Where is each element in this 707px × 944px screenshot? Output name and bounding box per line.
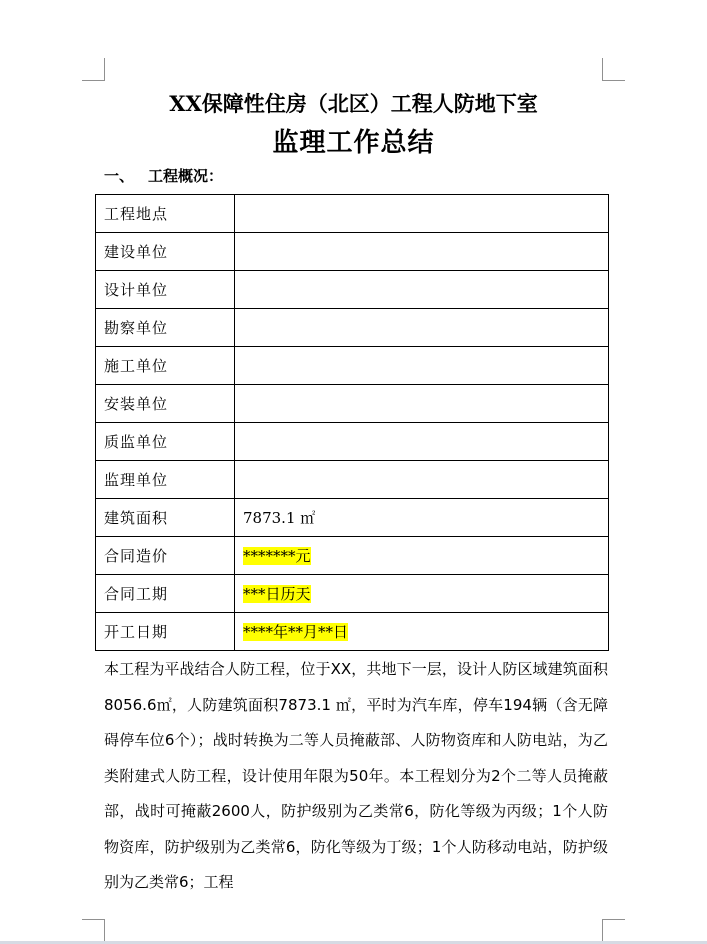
table-row [96, 537, 609, 575]
row-label: 设计单位 [96, 271, 235, 309]
row-label: 监理单位 [96, 461, 235, 499]
table-row [96, 271, 609, 309]
row-value[interactable] [235, 233, 609, 271]
table-row [96, 461, 609, 499]
body-paragraph: 本工程为平战结合人防工程，位于XX，共地下一层，设计人防区域建筑面积8056.6㎡，人防建筑面积7873.1 ㎡，平时为汽车库，停车194辆（含无障碍停车位6个）；战时转换为二等人员掩蔽部、人防物资库和人防电站，为乙类附建式人防工程，设计使用年限为50年。本工程划分为2个二等人员掩蔽部，战时可掩蔽2600人，防护级别为乙类常6，防化等级为丙级；1个人防物资库，防护级别为乙类常6，防化等级为丁级；1个人防移动电站，防护级别为乙类常6；工程 [104, 660, 608, 891]
building-area-value: 7873.1 ㎡ [243, 509, 316, 527]
row-value[interactable] [235, 423, 609, 461]
row-label: 勘察单位 [96, 309, 235, 347]
table-row [96, 423, 609, 461]
project-overview-table [95, 194, 609, 651]
table-row [96, 575, 609, 613]
row-value[interactable] [235, 271, 609, 309]
row-value[interactable] [235, 309, 609, 347]
row-value[interactable] [235, 613, 609, 651]
row-label: 质监单位 [96, 423, 235, 461]
row-value[interactable] [235, 575, 609, 613]
row-value[interactable] [235, 385, 609, 423]
table-row [96, 613, 609, 651]
row-label: 施工单位 [96, 347, 235, 385]
page-corner-mark-bottom-left [82, 919, 105, 942]
row-value[interactable] [235, 347, 609, 385]
row-value[interactable] [235, 195, 609, 233]
highlighted-placeholder: ***日历天 [243, 585, 311, 603]
table-row [96, 347, 609, 385]
row-value[interactable] [235, 499, 609, 537]
row-label: 工程地点 [96, 195, 235, 233]
page-corner-mark-top-left [82, 58, 105, 81]
section-title: 工程概况： [148, 167, 224, 185]
row-label: 合同造价 [96, 537, 235, 575]
row-value[interactable] [235, 461, 609, 499]
section-number: 一、 [104, 167, 135, 185]
table-row [96, 309, 609, 347]
table-row [96, 499, 609, 537]
highlighted-placeholder: ****年**月**日 [243, 623, 349, 641]
page-corner-mark-top-right [602, 58, 625, 81]
document-title-line1: XX保障性住房（北区）工程人防地下室 [169, 91, 538, 116]
table-row [96, 233, 609, 271]
row-label: 合同工期 [96, 575, 235, 613]
document-title-line2: 监理工作总结 [272, 128, 435, 158]
table-row [96, 385, 609, 423]
row-value[interactable] [235, 537, 609, 575]
page-corner-mark-bottom-right [602, 919, 625, 942]
section-heading [104, 165, 223, 186]
row-label: 开工日期 [96, 613, 235, 651]
highlighted-placeholder: *******元 [243, 547, 311, 565]
table-row [96, 195, 609, 233]
row-label: 建设单位 [96, 233, 235, 271]
row-label: 安装单位 [96, 385, 235, 423]
project-description [104, 652, 608, 901]
row-label: 建筑面积 [96, 499, 235, 537]
